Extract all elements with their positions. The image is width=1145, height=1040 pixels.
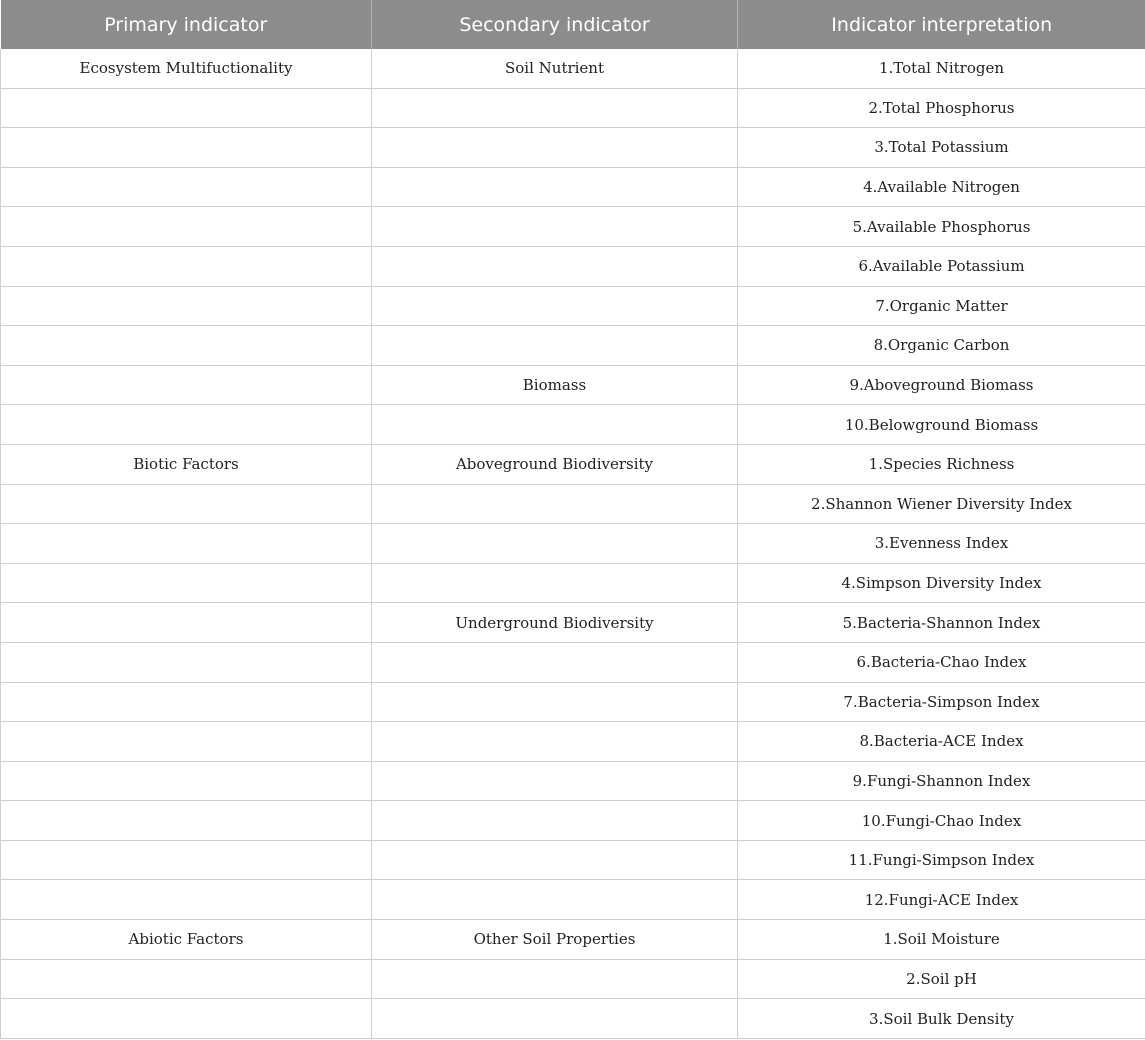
primary-indicator-cell [1,959,372,999]
table-row [1,207,1145,247]
primary-indicator-cell [1,524,372,564]
indicator-interpretation-cell: 1.Species Richness [738,444,1145,484]
table-body [1,49,1145,1038]
secondary-indicator-cell [372,642,738,682]
secondary-indicator-cell [372,722,738,762]
secondary-indicator-cell [372,326,738,366]
table-row [1,840,1145,880]
table-header [1,0,1145,49]
table-row [1,405,1145,445]
secondary-indicator-cell [372,128,738,168]
primary-indicator-cell [1,286,372,326]
indicator-interpretation-cell: 4.Simpson Diversity Index [738,563,1145,603]
table-row [1,484,1145,524]
indicator-interpretation-cell: 10.Belowground Biomass [738,405,1145,445]
primary-indicator-cell: Abiotic Factors [1,920,372,960]
table-row [1,246,1145,286]
secondary-indicator-cell [372,167,738,207]
secondary-indicator-cell [372,524,738,564]
indicator-interpretation-cell: 8.Bacteria-ACE Index [738,722,1145,762]
primary-indicator-cell [1,880,372,920]
indicator-interpretation-cell: 6.Bacteria-Chao Index [738,642,1145,682]
primary-indicator-cell [1,840,372,880]
secondary-indicator-cell: Aboveground Biodiversity [372,444,738,484]
table-row [1,286,1145,326]
indicator-interpretation-cell: 12.Fungi-ACE Index [738,880,1145,920]
table-row [1,326,1145,366]
indicator-interpretation-cell: 2.Shannon Wiener Diversity Index [738,484,1145,524]
table-row [1,88,1145,128]
indicator-interpretation-cell: 4.Available Nitrogen [738,167,1145,207]
indicator-interpretation-cell: 9.Fungi-Shannon Index [738,761,1145,801]
primary-indicator-cell: Biotic Factors [1,444,372,484]
indicator-interpretation-cell: 6.Available Potassium [738,246,1145,286]
primary-indicator-cell [1,484,372,524]
indicator-interpretation-cell: 7.Organic Matter [738,286,1145,326]
table-row [1,880,1145,920]
secondary-indicator-cell [372,484,738,524]
indicator-interpretation-cell: 7.Bacteria-Simpson Index [738,682,1145,722]
indicator-interpretation-cell: 9.Aboveground Biomass [738,365,1145,405]
secondary-indicator-cell: Underground Biodiversity [372,603,738,643]
indicator-interpretation-cell: 1.Soil Moisture [738,920,1145,960]
primary-indicator-cell [1,999,372,1039]
primary-indicator-cell [1,801,372,841]
table-row [1,920,1145,960]
table-row [1,365,1145,405]
secondary-indicator-cell [372,563,738,603]
secondary-indicator-cell [372,286,738,326]
table-row [1,49,1145,88]
table-row [1,801,1145,841]
primary-indicator-cell: Ecosystem Multifuctionality [1,49,372,88]
primary-indicator-cell [1,722,372,762]
secondary-indicator-cell [372,840,738,880]
table-row [1,682,1145,722]
primary-indicator-cell [1,761,372,801]
primary-indicator-cell [1,405,372,445]
primary-indicator-cell [1,128,372,168]
indicator-interpretation-cell: 10.Fungi-Chao Index [738,801,1145,841]
indicator-interpretation-cell: 5.Available Phosphorus [738,207,1145,247]
primary-indicator-cell [1,88,372,128]
secondary-indicator-cell [372,959,738,999]
primary-indicator-cell [1,603,372,643]
indicator-interpretation-cell: 3.Evenness Index [738,524,1145,564]
secondary-indicator-cell: Biomass [372,365,738,405]
table-row [1,563,1145,603]
indicator-interpretation-cell: 2.Total Phosphorus [738,88,1145,128]
indicator-interpretation-cell: 3.Total Potassium [738,128,1145,168]
primary-indicator-cell [1,167,372,207]
header-primary-indicator: Primary indicator [1,0,372,49]
primary-indicator-cell [1,246,372,286]
indicator-interpretation-cell: 1.Total Nitrogen [738,49,1145,88]
indicator-interpretation-cell: 8.Organic Carbon [738,326,1145,366]
header-row [1,0,1145,49]
indicator-interpretation-cell: 3.Soil Bulk Density [738,999,1145,1039]
secondary-indicator-cell [372,999,738,1039]
header-secondary-indicator: Secondary indicator [372,0,738,49]
secondary-indicator-cell [372,207,738,247]
secondary-indicator-cell [372,801,738,841]
secondary-indicator-cell [372,88,738,128]
indicator-interpretation-cell: 2.Soil pH [738,959,1145,999]
table-row [1,722,1145,762]
indicator-interpretation-cell: 11.Fungi-Simpson Index [738,840,1145,880]
secondary-indicator-cell [372,682,738,722]
indicator-interpretation-cell: 5.Bacteria-Shannon Index [738,603,1145,643]
table-row [1,444,1145,484]
primary-indicator-cell [1,365,372,405]
table-row [1,603,1145,643]
primary-indicator-cell [1,682,372,722]
table-row [1,999,1145,1039]
primary-indicator-cell [1,642,372,682]
primary-indicator-cell [1,207,372,247]
table-row [1,959,1145,999]
table-row [1,642,1145,682]
secondary-indicator-cell [372,880,738,920]
table-row [1,128,1145,168]
primary-indicator-cell [1,563,372,603]
secondary-indicator-cell [372,246,738,286]
header-indicator-interpretation: Indicator interpretation [738,0,1145,49]
secondary-indicator-cell: Soil Nutrient [372,49,738,88]
table-row [1,524,1145,564]
primary-indicator-cell [1,326,372,366]
table-row [1,761,1145,801]
secondary-indicator-cell: Other Soil Properties [372,920,738,960]
table-row [1,167,1145,207]
secondary-indicator-cell [372,405,738,445]
secondary-indicator-cell [372,761,738,801]
